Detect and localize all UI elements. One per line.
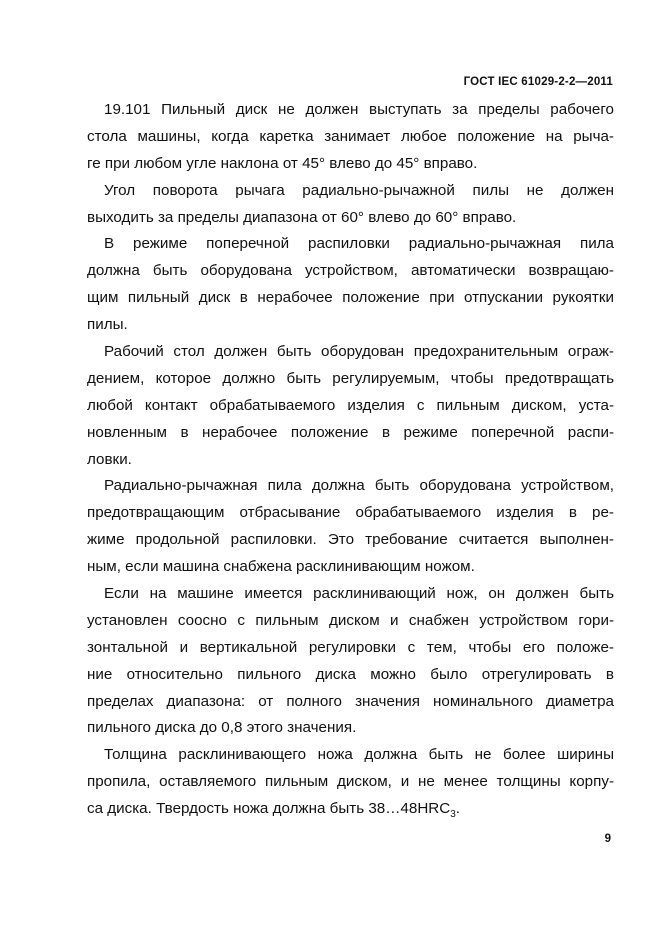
text-line: жиме продольной распиловки. Это требование считается выполнен- <box>87 531 614 549</box>
text-line: ловки. <box>87 450 132 468</box>
paragraph-cross-cut-return <box>87 231 614 339</box>
text-line: пределах диапазона: от полного значения номинального диаметра <box>87 692 614 710</box>
text-line: пильного диска до 0,8 этого значения. <box>87 719 357 737</box>
paragraph-19-101 <box>87 97 614 178</box>
text-line: новленным в нерабочее положение в режиме поперечной распи- <box>87 423 614 441</box>
paragraph-rotation-angle <box>87 178 614 232</box>
paragraph-riving-knife-thickness <box>87 742 614 823</box>
document-body <box>87 97 614 823</box>
text-line: дением, которое должно быть регулируемым, чтобы предотвращать <box>87 369 614 387</box>
text-line: В режиме поперечной распиловки радиально-рычажная пила <box>104 235 614 253</box>
text-line: щим пильный диск в нерабочее положение при отпускании рукоятки <box>87 289 614 307</box>
text-line: зонтальной и вертикальной регулировки с тем, чтобы его положе- <box>87 638 614 656</box>
paragraph-kickback-device <box>87 473 614 581</box>
text-line: пилы. <box>87 316 128 334</box>
text-line: любой контакт обрабатываемого изделия с пильным диском, уста- <box>87 396 614 414</box>
text-line: Угол поворота рычага радиально-рычажной пилы не должен <box>104 181 614 199</box>
text-line: 19.101 Пильный диск не должен выступать за пределы рабочего <box>104 101 614 118</box>
sentence-end: . <box>455 800 461 818</box>
paragraph-riving-knife-alignment <box>87 581 614 742</box>
text-line: пропила, оставляемого пильным диском, и не менее толщины корпу- <box>87 773 614 791</box>
text-line: стола машины, когда каретка занимает любое положение на рыча- <box>87 127 614 145</box>
text-line: установлен соосно с пильным диском и снабжен устройством гори- <box>87 611 614 629</box>
text-line <box>87 796 614 823</box>
text-line: Толщина расклинивающего ножа должна быть не более ширины <box>104 746 614 764</box>
text-line: Радиально-рычажная пила должна быть оборудована устройством, <box>104 477 614 495</box>
text-line: предотвращающим отбрасывание обрабатываемого изделия в ре- <box>87 504 614 522</box>
document-header: ГОСТ IEC 61029-2-2—2011 <box>463 76 613 88</box>
hardness-subscript: 3 <box>450 809 456 821</box>
paragraph-table-guard <box>87 339 614 473</box>
text-line: Если на машине имеется расклинивающий нож, он должен быть <box>104 585 614 603</box>
text-line: выходить за пределы диапазона от 60° влево до 60° вправо. <box>87 208 517 226</box>
text-line: ние относительно пильного диска можно было отрегулировать в <box>87 665 614 683</box>
page-number: 9 <box>604 833 611 845</box>
hardness-text: са диска. Твердость ножа должна быть 38…48HRC <box>87 800 451 818</box>
text-line: должна быть оборудована устройством, автоматически возвращаю- <box>87 262 614 280</box>
text-line: Рабочий стол должен быть оборудован предохранительным ограж- <box>104 343 614 361</box>
text-line: ным, если машина снабжена расклинивающим ножом. <box>87 558 475 576</box>
text-line: ге при любом угле наклона от 45° влево до 45° вправо. <box>87 154 478 172</box>
